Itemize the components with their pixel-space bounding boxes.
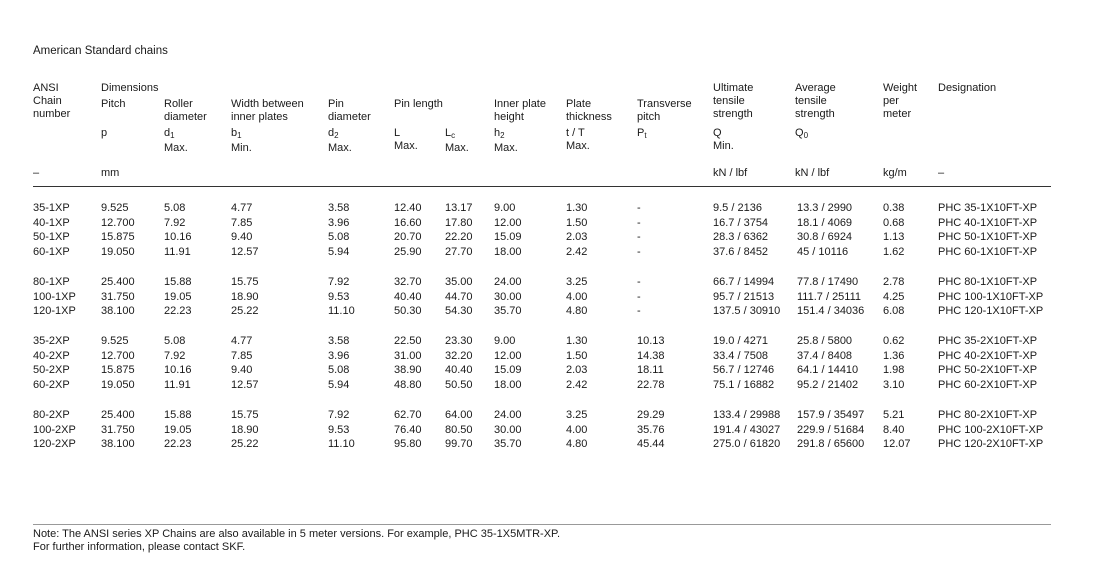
- cell-ultimate-strength: 28.3 / 6362: [713, 231, 769, 244]
- cell-pitch: 19.050: [101, 245, 135, 258]
- cell-inner-plate-height: 24.00: [494, 276, 522, 288]
- cell-pin-length-Lc: 44.70: [445, 290, 473, 303]
- cell-pin-diameter: 5.08: [328, 364, 350, 377]
- header-divider: [33, 186, 1051, 187]
- cell-inner-plate-height: 9.00: [494, 202, 516, 214]
- cell-ansi: 60-2XP: [33, 378, 70, 391]
- unit-weight: kg/m: [883, 167, 907, 179]
- symbol-tT: t / T Max.: [566, 127, 590, 152]
- cell-inner-plate-height: 12.00: [494, 216, 522, 229]
- cell-inner-plate-height: 30.00: [494, 290, 522, 303]
- cell-width: 25.22: [231, 438, 259, 451]
- cell-transverse-pitch: -: [637, 276, 641, 288]
- cell-roller-diameter: 19.05: [164, 423, 192, 436]
- cell-pitch: 12.700: [101, 216, 135, 229]
- cell-average-strength: 151.4 / 34036: [797, 305, 865, 318]
- cell-pin-length-L: 32.70: [394, 276, 422, 288]
- cell-weight: 0.68: [883, 216, 905, 229]
- cell-width: 7.85: [231, 349, 253, 362]
- cell-designation: PHC 120-1X10FT-XP: [938, 305, 1044, 318]
- header-pin-length: Pin length: [394, 98, 443, 110]
- cell-weight: 6.08: [883, 305, 905, 318]
- cell-designation: PHC 120-2X10FT-XP: [938, 438, 1044, 451]
- cell-pin-length-Lc: 50.50: [445, 378, 473, 391]
- cell-designation: PHC 50-1X10FT-XP: [938, 231, 1038, 244]
- cell-weight: 2.78: [883, 276, 905, 288]
- cell-ultimate-strength: 56.7 / 12746: [713, 364, 775, 377]
- cell-pin-length-Lc: 64.00: [445, 409, 473, 421]
- cell-transverse-pitch: 18.11: [637, 364, 664, 377]
- cell-average-strength: 291.8 / 65600: [797, 438, 865, 451]
- header-pitch: Pitch: [101, 98, 126, 110]
- cell-designation: PHC 40-2X10FT-XP: [938, 349, 1038, 362]
- cell-transverse-pitch: -: [637, 202, 641, 214]
- cell-average-strength: 37.4 / 8408: [797, 349, 853, 362]
- cell-roller-diameter: 7.92: [164, 349, 186, 362]
- cell-pitch: 25.400: [101, 409, 135, 421]
- cell-pin-diameter: 3.58: [328, 335, 350, 347]
- unit-ansi: –: [33, 167, 40, 179]
- cell-pin-diameter: 9.53: [328, 290, 350, 303]
- cell-inner-plate-height: 18.00: [494, 245, 522, 258]
- cell-ultimate-strength: 133.4 / 29988: [713, 409, 781, 421]
- symbol-L: L Max.: [394, 127, 418, 152]
- cell-average-strength: 111.7 / 25111: [797, 290, 862, 303]
- cell-transverse-pitch: 22.78: [637, 378, 665, 391]
- cell-pin-length-L: 62.70: [394, 409, 422, 421]
- cell-weight: 12.07: [883, 438, 911, 451]
- cell-roller-diameter: 5.08: [164, 202, 186, 214]
- cell-pitch: 15.875: [101, 231, 135, 244]
- note-divider: [33, 524, 1051, 525]
- cell-ultimate-strength: 66.7 / 14994: [713, 276, 775, 288]
- symbol-d2: $d_2$ Max.: [328, 127, 352, 154]
- cell-designation: PHC 100-1X10FT-XP: [938, 290, 1044, 303]
- cell-width: 9.40: [231, 231, 253, 244]
- header-pin-diameter: Pin diameter: [328, 98, 371, 123]
- cell-pin-diameter: 7.92: [328, 409, 350, 421]
- unit-designation: –: [938, 167, 945, 179]
- cell-pitch: 9.525: [101, 335, 129, 347]
- cell-inner-plate-height: 18.00: [494, 378, 522, 391]
- cell-width: 18.90: [231, 290, 259, 303]
- unit-ultimate: kN / lbf: [713, 167, 748, 179]
- cell-roller-diameter: 15.88: [164, 409, 192, 421]
- cell-plate-thickness: 2.42: [566, 378, 588, 391]
- cell-pin-diameter: 11.10: [328, 438, 355, 451]
- cell-width: 18.90: [231, 423, 259, 436]
- cell-pin-length-L: 25.90: [394, 245, 422, 258]
- cell-designation: PHC 40-1X10FT-XP: [938, 216, 1038, 229]
- symbol-b1: $b_1$ Min.: [231, 127, 252, 154]
- cell-pin-diameter: 3.96: [328, 216, 350, 229]
- cell-weight: 3.10: [883, 378, 905, 391]
- cell-plate-thickness: 4.00: [566, 423, 588, 436]
- symbol-Lc: $L_c$ Max.: [445, 127, 469, 154]
- cell-pitch: 31.750: [101, 423, 135, 436]
- cell-weight: 5.21: [883, 409, 905, 421]
- cell-plate-thickness: 1.50: [566, 349, 588, 362]
- cell-width: 15.75: [231, 276, 259, 288]
- cell-pin-length-Lc: 99.70: [445, 438, 473, 451]
- cell-ultimate-strength: 95.7 / 21513: [713, 290, 775, 303]
- cell-pin-length-L: 50.30: [394, 305, 422, 318]
- cell-ansi: 60-1XP: [33, 245, 70, 258]
- cell-roller-diameter: 19.05: [164, 290, 192, 303]
- page-title: American Standard chains: [33, 45, 168, 57]
- note-line-1: Note: The ANSI series XP Chains are also available in 5 meter versions. For example, PHC 35-1X5MTR-XP.: [33, 528, 561, 540]
- cell-ultimate-strength: 9.5 / 2136: [713, 202, 762, 214]
- cell-pitch: 38.100: [101, 305, 135, 318]
- cell-ultimate-strength: 75.1 / 16882: [713, 378, 775, 391]
- header-ultimate-tensile-strength: Ultimate tensile strength: [713, 82, 754, 120]
- header-plate-thickness: Plate thickness: [566, 98, 612, 123]
- cell-plate-thickness: 1.30: [566, 202, 588, 214]
- cell-weight: 1.36: [883, 349, 905, 362]
- cell-pin-length-Lc: 40.40: [445, 364, 473, 377]
- cell-pin-length-Lc: 54.30: [445, 305, 473, 318]
- cell-transverse-pitch: -: [637, 231, 641, 244]
- cell-transverse-pitch: -: [637, 305, 641, 318]
- cell-plate-thickness: 2.03: [566, 231, 588, 244]
- cell-pitch: 12.700: [101, 349, 135, 362]
- cell-pin-diameter: 9.53: [328, 423, 350, 436]
- cell-average-strength: 18.1 / 4069: [797, 216, 853, 229]
- header-inner-plate-height: Inner plate height: [494, 98, 546, 123]
- cell-roller-diameter: 11.91: [164, 378, 191, 391]
- header-designation: Designation: [938, 82, 997, 94]
- cell-pin-length-L: 76.40: [394, 423, 422, 436]
- cell-plate-thickness: 4.80: [566, 438, 588, 451]
- cell-inner-plate-height: 24.00: [494, 409, 522, 421]
- cell-ansi: 80-2XP: [33, 409, 70, 421]
- cell-average-strength: 229.9 / 51684: [797, 423, 865, 436]
- cell-weight: 1.62: [883, 245, 905, 258]
- symbol-Q: Q Min.: [713, 127, 734, 152]
- cell-plate-thickness: 4.00: [566, 290, 588, 303]
- cell-pin-length-Lc: 35.00: [445, 276, 473, 288]
- cell-pitch: 19.050: [101, 378, 135, 391]
- cell-width: 15.75: [231, 409, 259, 421]
- cell-pin-length-Lc: 23.30: [445, 335, 473, 347]
- cell-weight: 0.38: [883, 202, 905, 214]
- cell-transverse-pitch: -: [637, 216, 641, 229]
- cell-designation: PHC 35-2X10FT-XP: [938, 335, 1038, 347]
- cell-pin-diameter: 5.08: [328, 231, 350, 244]
- cell-pin-length-L: 48.80: [394, 378, 422, 391]
- cell-ansi: 80-1XP: [33, 276, 70, 288]
- cell-inner-plate-height: 35.70: [494, 305, 522, 318]
- cell-plate-thickness: 3.25: [566, 276, 588, 288]
- cell-inner-plate-height: 9.00: [494, 335, 516, 347]
- cell-plate-thickness: 1.50: [566, 216, 588, 229]
- header-transverse-pitch: Transverse pitch: [637, 98, 692, 123]
- cell-ansi: 40-1XP: [33, 216, 70, 229]
- cell-weight: 8.40: [883, 423, 905, 436]
- cell-pin-length-L: 12.40: [394, 202, 422, 214]
- unit-average: kN / lbf: [795, 167, 830, 179]
- symbol-Pt: $P_t$: [637, 127, 647, 140]
- cell-roller-diameter: 22.23: [164, 305, 192, 318]
- cell-roller-diameter: 7.92: [164, 216, 186, 229]
- cell-average-strength: 45 / 10116: [797, 245, 849, 258]
- header-width-between-inner-plates: Width between inner plates: [231, 98, 304, 123]
- cell-inner-plate-height: 35.70: [494, 438, 522, 451]
- header-average-tensile-strength: Average tensile strength: [795, 82, 836, 120]
- cell-width: 7.85: [231, 216, 253, 229]
- cell-weight: 0.62: [883, 335, 905, 347]
- cell-transverse-pitch: 29.29: [637, 409, 665, 421]
- cell-pin-length-Lc: 17.80: [445, 216, 473, 229]
- cell-designation: PHC 80-1X10FT-XP: [938, 276, 1038, 288]
- cell-ansi: 35-1XP: [33, 202, 70, 214]
- cell-pitch: 25.400: [101, 276, 135, 288]
- header-weight-per-meter: Weight per meter: [883, 82, 918, 120]
- cell-average-strength: 64.1 / 14410: [797, 364, 859, 377]
- cell-roller-diameter: 5.08: [164, 335, 186, 347]
- cell-pin-diameter: 3.96: [328, 349, 350, 362]
- cell-average-strength: 25.8 / 5800: [797, 335, 853, 347]
- symbol-d1: $d_1$ Max.: [164, 127, 188, 154]
- header-ansi: ANSI Chain number: [33, 82, 71, 120]
- cell-pin-length-L: 16.60: [394, 216, 422, 229]
- cell-pin-diameter: 11.10: [328, 305, 355, 318]
- cell-width: 12.57: [231, 378, 259, 391]
- cell-pin-length-Lc: 13.17: [445, 202, 473, 214]
- cell-weight: 1.98: [883, 364, 905, 377]
- cell-inner-plate-height: 30.00: [494, 423, 522, 436]
- cell-average-strength: 77.8 / 17490: [797, 276, 859, 288]
- cell-width: 4.77: [231, 335, 253, 347]
- cell-width: 12.57: [231, 245, 259, 258]
- cell-ansi: 40-2XP: [33, 349, 70, 362]
- cell-weight: 1.13: [883, 231, 905, 244]
- cell-designation: PHC 100-2X10FT-XP: [938, 423, 1044, 436]
- cell-designation: PHC 60-1X10FT-XP: [938, 245, 1038, 258]
- cell-pitch: 31.750: [101, 290, 135, 303]
- cell-plate-thickness: 3.25: [566, 409, 588, 421]
- cell-roller-diameter: 22.23: [164, 438, 192, 451]
- note-line-2: For further information, please contact SKF.: [33, 541, 246, 553]
- cell-inner-plate-height: 15.09: [494, 231, 522, 244]
- cell-ansi: 35-2XP: [33, 335, 70, 347]
- cell-transverse-pitch: 10.13: [637, 335, 665, 347]
- cell-plate-thickness: 2.03: [566, 364, 588, 377]
- cell-ultimate-strength: 19.0 / 4271: [713, 335, 769, 347]
- cell-transverse-pitch: -: [637, 245, 641, 258]
- cell-roller-diameter: 15.88: [164, 276, 192, 288]
- cell-roller-diameter: 11.91: [164, 245, 191, 258]
- cell-pin-length-L: 38.90: [394, 364, 422, 377]
- cell-width: 9.40: [231, 364, 253, 377]
- cell-ansi: 120-2XP: [33, 438, 76, 451]
- symbol-Q0: $Q_0$: [795, 127, 809, 140]
- cell-pin-length-Lc: 32.20: [445, 349, 473, 362]
- cell-pin-diameter: 5.94: [328, 245, 350, 258]
- cell-pin-diameter: 5.94: [328, 378, 350, 391]
- cell-ultimate-strength: 33.4 / 7508: [713, 349, 769, 362]
- cell-pin-length-L: 22.50: [394, 335, 422, 347]
- cell-designation: PHC 80-2X10FT-XP: [938, 409, 1038, 421]
- cell-pin-diameter: 3.58: [328, 202, 350, 214]
- cell-pin-length-L: 40.40: [394, 290, 422, 303]
- cell-transverse-pitch: 35.76: [637, 423, 665, 436]
- cell-designation: PHC 60-2X10FT-XP: [938, 378, 1038, 391]
- cell-ultimate-strength: 137.5 / 30910: [713, 305, 781, 318]
- cell-roller-diameter: 10.16: [164, 364, 192, 377]
- cell-plate-thickness: 2.42: [566, 245, 588, 258]
- cell-width: 4.77: [231, 202, 253, 214]
- cell-designation: PHC 35-1X10FT-XP: [938, 202, 1038, 214]
- unit-mm: mm: [101, 167, 120, 179]
- cell-pitch: 15.875: [101, 364, 135, 377]
- cell-ansi: 50-2XP: [33, 364, 70, 377]
- cell-average-strength: 95.2 / 21402: [797, 378, 859, 391]
- symbol-p: p: [101, 127, 108, 139]
- cell-pin-length-Lc: 27.70: [445, 245, 473, 258]
- cell-pin-length-L: 95.80: [394, 438, 422, 451]
- cell-ultimate-strength: 16.7 / 3754: [713, 216, 769, 229]
- cell-inner-plate-height: 12.00: [494, 349, 522, 362]
- cell-ansi: 100-2XP: [33, 423, 76, 436]
- cell-ansi: 100-1XP: [33, 290, 76, 303]
- cell-average-strength: 13.3 / 2990: [797, 202, 853, 214]
- cell-inner-plate-height: 15.09: [494, 364, 522, 377]
- cell-ansi: 120-1XP: [33, 305, 76, 318]
- cell-pitch: 9.525: [101, 202, 129, 214]
- cell-average-strength: 30.8 / 6924: [797, 231, 853, 244]
- cell-ultimate-strength: 37.6 / 8452: [713, 245, 769, 258]
- cell-width: 25.22: [231, 305, 259, 318]
- cell-transverse-pitch: 14.38: [637, 349, 665, 362]
- cell-pin-length-L: 20.70: [394, 231, 422, 244]
- cell-pitch: 38.100: [101, 438, 135, 451]
- symbol-h2: $h_2$ Max.: [494, 127, 518, 154]
- cell-weight: 4.25: [883, 290, 905, 303]
- header-roller-diameter: Roller diameter: [164, 98, 207, 123]
- cell-plate-thickness: 1.30: [566, 335, 588, 347]
- cell-ultimate-strength: 275.0 / 61820: [713, 438, 781, 451]
- cell-ansi: 50-1XP: [33, 231, 70, 244]
- cell-pin-length-L: 31.00: [394, 349, 422, 362]
- cell-pin-length-Lc: 22.20: [445, 231, 473, 244]
- cell-transverse-pitch: 45.44: [637, 438, 665, 451]
- cell-pin-length-Lc: 80.50: [445, 423, 473, 436]
- cell-pin-diameter: 7.92: [328, 276, 350, 288]
- cell-designation: PHC 50-2X10FT-XP: [938, 364, 1038, 377]
- cell-plate-thickness: 4.80: [566, 305, 588, 318]
- cell-transverse-pitch: -: [637, 290, 641, 303]
- cell-roller-diameter: 10.16: [164, 231, 192, 244]
- cell-ultimate-strength: 191.4 / 43027: [713, 423, 781, 436]
- header-dimensions: Dimensions: [101, 82, 159, 94]
- cell-average-strength: 157.9 / 35497: [797, 409, 865, 421]
